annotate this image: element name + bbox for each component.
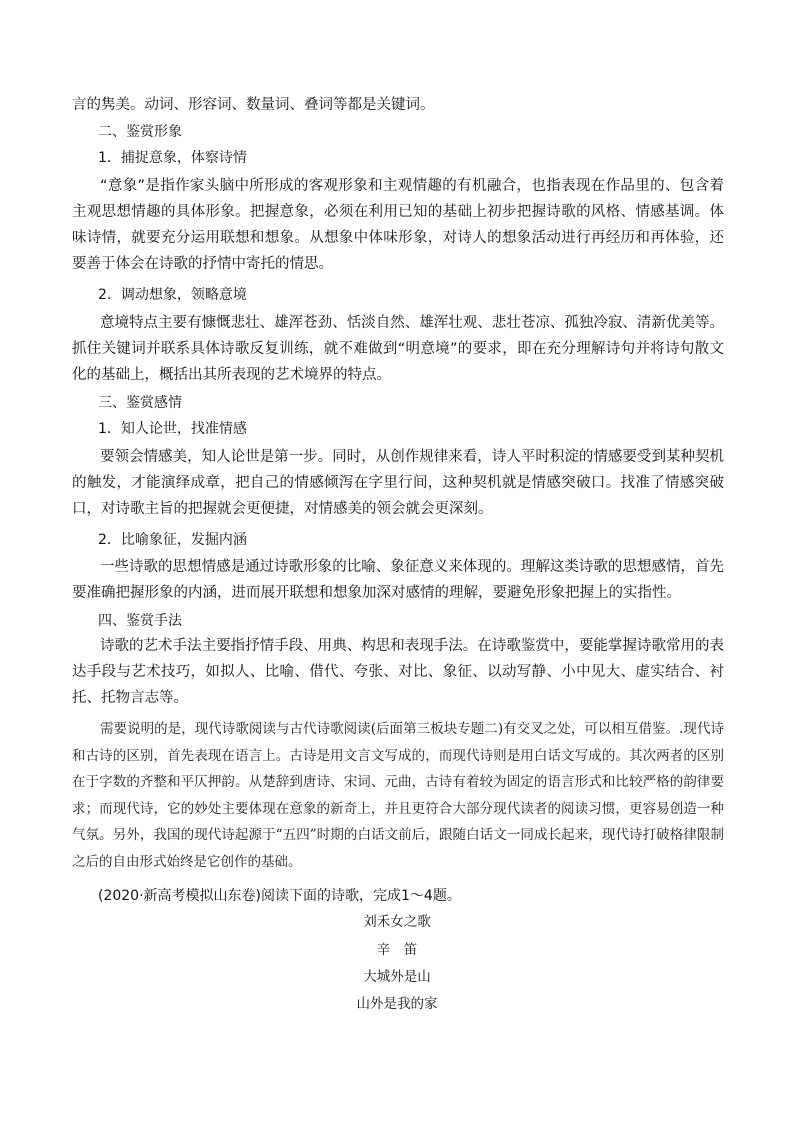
exercise-intro: (2020·新高考模拟山东卷)阅读下面的诗歌，完成1～4题。 (98, 888, 461, 904)
section-4-text: 诗歌的艺术手法主要指抒情手段、用典、构思和表现手法。在诗歌鉴赏中，要能掌握诗歌常用的表达手段与艺术技巧，如拟人、比喻、借代、夸张、对比、象征、以动写静、小中见大、虚实结合、衬托、托物言志等。 (72, 638, 724, 706)
poem-author: 辛 笛 (376, 942, 418, 958)
section-3-sub1-text: 要领会情感美，知人论世是第一步。同时，从创作规律来看，诗人平时积淀的情感要受到某种契机的触发，才能演绎成章，把自己的情感倾泻在字里行间，这种契机就是情感突破口。找准了情感突破口，对诗歌主旨的把握就会更便捷，对情感美的领会就会更深刻。 (72, 449, 724, 517)
poem-title: 刘禾女之歌 (363, 914, 431, 930)
section-3-sub2-heading: 2．比喻象征，发掘内涵 (98, 532, 247, 548)
poem-line: 山外是我的家 (356, 996, 438, 1012)
section-3-heading: 三、鉴赏感情 (98, 395, 182, 411)
section-2-sub1-text: “意象”是指作家头脑中所形成的客观形象和主观情趣的有机融合，也指表现在作品里的、包含着主观思想情趣的具体形象。把握意象，必须在利用已知的基础上初步把握诗歌的风格、情感基调。体味诗情，就要充分运用联想和想象。从想象中体味形象，对诗人的想象活动进行再经历和再体验，还要善于体会在诗歌的抒情中寄托的情思。 (72, 178, 724, 272)
section-2-sub2-text: 意境特点主要有慷慨悲壮、雄浑苍劲、恬淡自然、雄浑壮观、悲壮苍凉、孤独冷寂、清新优美等。抓住关键词并联系具体诗歌反复训练，就不难做到“明意境”的要求，即在充分理解诗句并将诗句散文化的基础上，概括出其所表现的艺术境界的特点。 (72, 315, 724, 383)
explanatory-note: 需要说明的是，现代诗歌阅读与古代诗歌阅读(后面第三板块专题二)有交叉之处，可以相互借鉴。.现代诗和古诗的区别，首先表现在语言上。古诗是用文言文写成的，而现代诗则是用白话文写成的。其次两者的区别在于字数的齐整和平仄押韵。从楚辞到唐诗、宋词、元曲，古诗有着较为固定的语言形式和比较严格的韵律要求；而现代诗，它的妙处主要体现在意象的新奇上，并且更符合大部分现代读者的阅读习惯，更容易创造一种气氛。另外，我国的现代诗起源于“五四”时期的白话文前后，跟随白话文一同成长起来，现代诗打破格律限制之后的自由形式始终是它创作的基础。 (72, 721, 724, 870)
section-3-sub1-heading: 1．知人论世，找准情感 (98, 421, 247, 437)
poem-line: 大城外是山 (363, 969, 431, 985)
intro-line: 言的隽美。动词、形容词、数量词、叠词等都是关键词。 (72, 97, 435, 113)
section-2-sub2-heading: 2．调动想象，领略意境 (98, 287, 247, 303)
section-3-sub2-text: 一些诗歌的思想情感是通过诗歌形象的比喻、象征意义来体现的。理解这类诗歌的思想感情，首先要准确把握形象的内涵，进而展开联想和想象加深对感情的理解，要避免形象把握上的实指性。 (72, 559, 724, 601)
section-4-heading: 四、鉴赏手法 (98, 613, 182, 629)
section-2-heading: 二、鉴赏形象 (98, 124, 182, 140)
section-2-sub1-heading: 1．捕捉意象，体察诗情 (98, 150, 247, 166)
